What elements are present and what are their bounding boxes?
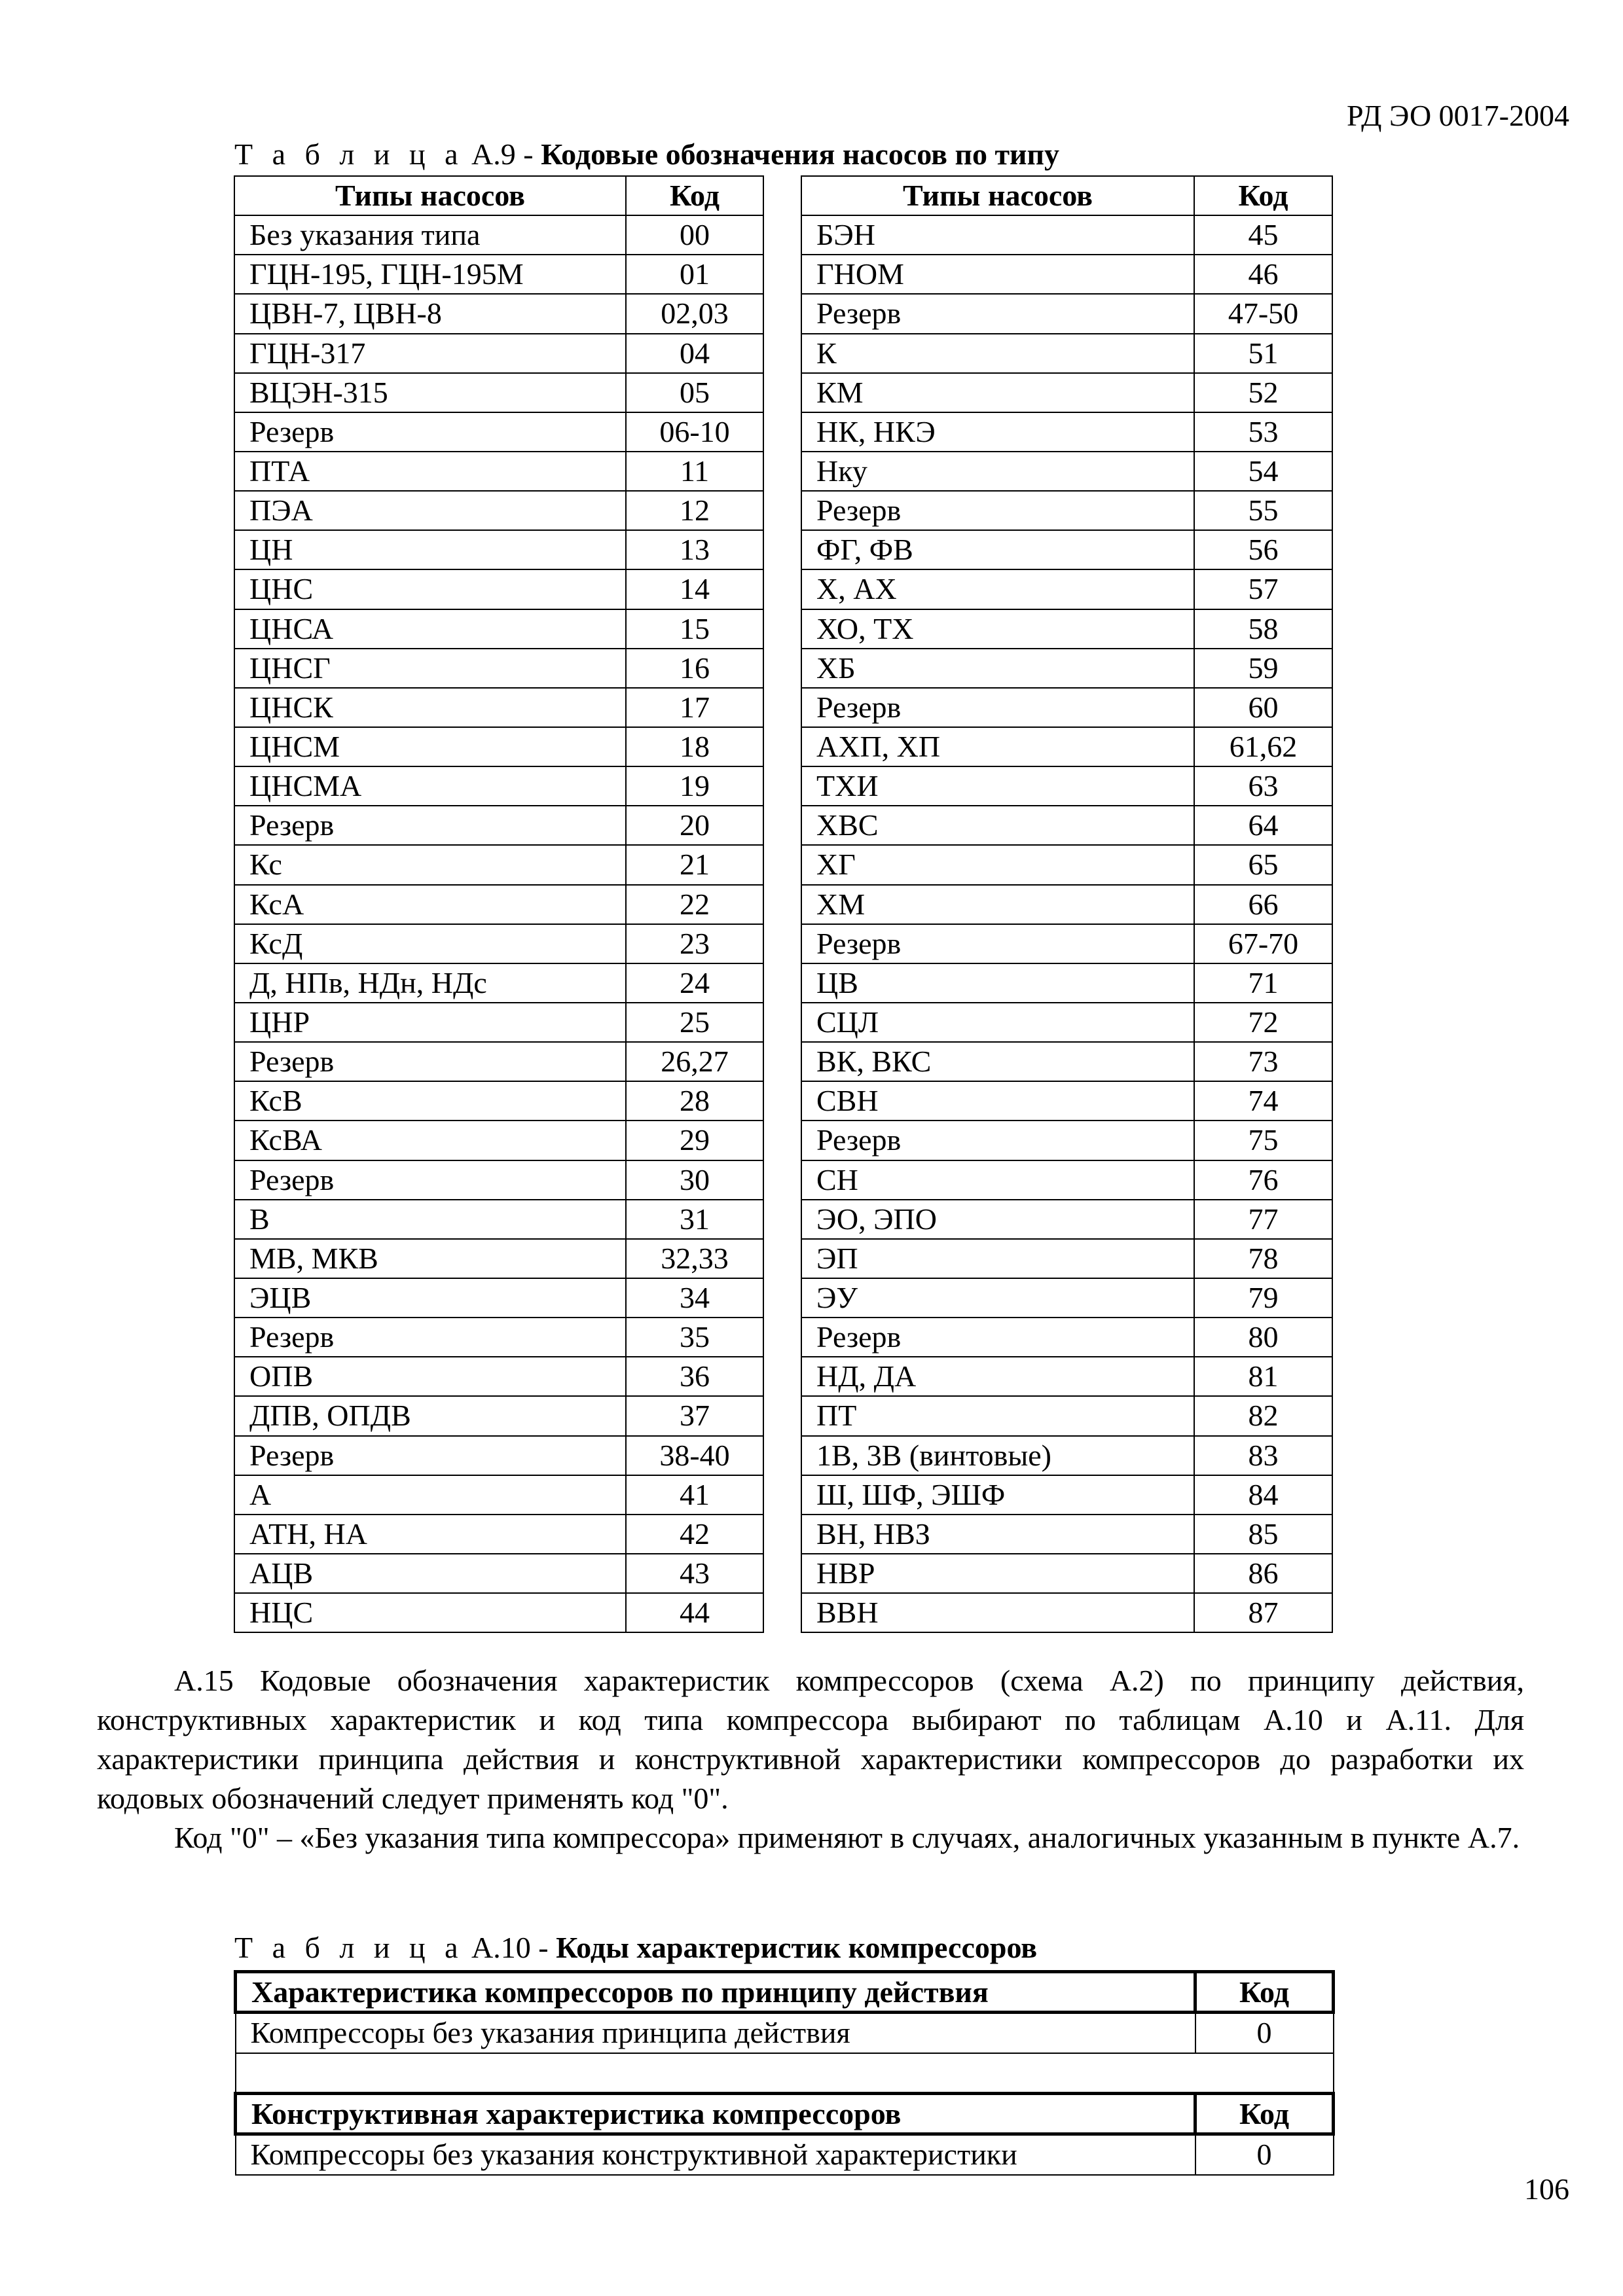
pump-code-right: 76 — [1194, 1160, 1332, 1200]
column-gap — [763, 491, 801, 530]
pump-type-right: ПТ — [801, 1396, 1194, 1435]
pump-code-left: 24 — [626, 963, 763, 1003]
pump-code-right: 64 — [1194, 806, 1332, 845]
pump-code-left: 13 — [626, 530, 763, 569]
column-gap — [763, 1278, 801, 1318]
pump-type-left: Резерв — [234, 1318, 626, 1357]
table-row — [234, 1436, 1332, 1475]
table-row — [234, 1475, 1332, 1515]
table10-caption — [234, 1929, 1037, 1966]
column-gap — [763, 334, 801, 373]
table-row — [234, 766, 1332, 806]
pump-type-right: Резерв — [801, 688, 1194, 727]
pump-code-right: 74 — [1194, 1081, 1332, 1121]
pump-type-right: ТХИ — [801, 766, 1194, 806]
table-row — [234, 530, 1332, 569]
pump-code-right: 47-50 — [1194, 294, 1332, 333]
pump-type-left: Без указания типа — [234, 215, 626, 255]
header-pump-type-right: Типы насосов — [801, 176, 1194, 215]
pump-code-left: 12 — [626, 491, 763, 530]
pump-type-left: ГЦН-195, ГЦН-195М — [234, 255, 626, 294]
compressor-codes-table — [234, 1970, 1335, 2176]
row-construction-name: Компрессоры без указания конструктивной характеристики — [236, 2134, 1195, 2175]
pump-code-right: 52 — [1194, 373, 1332, 412]
pump-code-left: 28 — [626, 1081, 763, 1121]
table9-caption-number: А.9 - — [471, 137, 534, 171]
column-gap — [763, 727, 801, 766]
pump-type-right: СЦЛ — [801, 1003, 1194, 1042]
pump-type-right: Ш, ШФ, ЭШФ — [801, 1475, 1194, 1515]
section-a15-text — [97, 1661, 1524, 1857]
pump-code-left: 20 — [626, 806, 763, 845]
pump-code-right: 84 — [1194, 1475, 1332, 1515]
pump-code-left: 14 — [626, 569, 763, 609]
column-gap — [763, 452, 801, 491]
table-row — [234, 255, 1332, 294]
pump-code-right: 73 — [1194, 1042, 1332, 1081]
pump-type-left: А — [234, 1475, 626, 1515]
row-principle-code: 0 — [1195, 2013, 1334, 2053]
pump-code-left: 29 — [626, 1121, 763, 1160]
pump-code-right: 57 — [1194, 569, 1332, 609]
table-row — [234, 1042, 1332, 1081]
pump-type-left: ЭЦВ — [234, 1278, 626, 1318]
pump-code-left: 16 — [626, 649, 763, 688]
pump-type-left: НЦС — [234, 1593, 626, 1632]
table-row — [234, 1003, 1332, 1042]
pump-code-left: 30 — [626, 1160, 763, 1200]
column-gap — [763, 688, 801, 727]
pump-type-left: ЦВН-7, ЦВН-8 — [234, 294, 626, 333]
pump-type-right: НД, ДА — [801, 1357, 1194, 1396]
table-row — [234, 491, 1332, 530]
column-gap — [763, 1515, 801, 1554]
pump-type-right: НК, НКЭ — [801, 412, 1194, 452]
pump-type-left: ЦНСМА — [234, 766, 626, 806]
pump-type-left: В — [234, 1200, 626, 1239]
table10-caption-number: А.10 - — [471, 1931, 549, 1964]
table-row — [234, 1239, 1332, 1278]
pump-code-left: 04 — [626, 334, 763, 373]
column-gap — [763, 1318, 801, 1357]
pump-type-right: КМ — [801, 373, 1194, 412]
pump-type-left: КсВ — [234, 1081, 626, 1121]
pump-code-left: 41 — [626, 1475, 763, 1515]
pump-type-right: АХП, ХП — [801, 727, 1194, 766]
table-row — [234, 1515, 1332, 1554]
pump-type-left: ЦНСК — [234, 688, 626, 727]
table-row — [234, 885, 1332, 924]
pump-code-right: 56 — [1194, 530, 1332, 569]
pump-code-left: 06-10 — [626, 412, 763, 452]
header-construction-code: Код — [1195, 2094, 1334, 2134]
pump-code-right: 83 — [1194, 1436, 1332, 1475]
column-gap — [763, 1396, 801, 1435]
pump-code-right: 65 — [1194, 845, 1332, 884]
pump-code-right: 85 — [1194, 1515, 1332, 1554]
pump-code-left: 19 — [626, 766, 763, 806]
column-gap — [763, 530, 801, 569]
column-gap — [763, 924, 801, 963]
table-row — [234, 334, 1332, 373]
table-header-row — [234, 176, 1332, 215]
column-gap — [763, 215, 801, 255]
pump-code-right: 61,62 — [1194, 727, 1332, 766]
pump-code-left: 01 — [626, 255, 763, 294]
column-gap — [763, 1239, 801, 1278]
column-gap — [763, 412, 801, 452]
pump-code-left: 26,27 — [626, 1042, 763, 1081]
pump-code-right: 82 — [1194, 1396, 1332, 1435]
pump-code-right: 59 — [1194, 649, 1332, 688]
pump-code-right: 81 — [1194, 1357, 1332, 1396]
pump-type-right: Резерв — [801, 1121, 1194, 1160]
table-row — [234, 1318, 1332, 1357]
header-code-left: Код — [626, 176, 763, 215]
pump-type-left: ЦНР — [234, 1003, 626, 1042]
header-principle: Характеристика компрессоров по принципу действия — [236, 1972, 1195, 2013]
pump-code-right: 54 — [1194, 452, 1332, 491]
table-row — [234, 963, 1332, 1003]
pump-type-left: ПЭА — [234, 491, 626, 530]
pump-code-left: 34 — [626, 1278, 763, 1318]
column-gap — [763, 1475, 801, 1515]
pump-type-right: ХМ — [801, 885, 1194, 924]
pump-type-left: ЦНСГ — [234, 649, 626, 688]
table-row — [234, 452, 1332, 491]
pump-type-right: Резерв — [801, 491, 1194, 530]
pump-type-right: ВК, ВКС — [801, 1042, 1194, 1081]
pump-code-left: 18 — [626, 727, 763, 766]
table-row — [234, 1160, 1332, 1200]
pump-code-right: 53 — [1194, 412, 1332, 452]
table-row — [234, 924, 1332, 963]
table-row — [234, 569, 1332, 609]
table-row — [234, 1081, 1332, 1121]
pump-type-right: К — [801, 334, 1194, 373]
row-principle-name: Компрессоры без указания принципа действия — [236, 2013, 1195, 2053]
empty-separator-row — [236, 2053, 1334, 2094]
pump-code-left: 31 — [626, 1200, 763, 1239]
pump-code-right: 79 — [1194, 1278, 1332, 1318]
pump-type-right: ВН, НВЗ — [801, 1515, 1194, 1554]
table-row — [234, 1554, 1332, 1593]
pump-type-left: Резерв — [234, 412, 626, 452]
pump-type-left: Д, НПв, НДн, НДс — [234, 963, 626, 1003]
pump-code-left: 17 — [626, 688, 763, 727]
table-row — [234, 1200, 1332, 1239]
table-row — [236, 2013, 1334, 2053]
table-row — [234, 373, 1332, 412]
pump-code-right: 72 — [1194, 1003, 1332, 1042]
table-row — [234, 215, 1332, 255]
pump-type-left: ПТА — [234, 452, 626, 491]
pump-type-right: БЭН — [801, 215, 1194, 255]
pump-code-left: 32,33 — [626, 1239, 763, 1278]
pump-code-right: 63 — [1194, 766, 1332, 806]
pump-type-right: Резерв — [801, 294, 1194, 333]
table-header-row — [236, 1972, 1334, 2013]
pump-code-right: 77 — [1194, 1200, 1332, 1239]
table10-caption-title: Коды характеристик компрессоров — [556, 1931, 1038, 1964]
pump-type-left: Резерв — [234, 1042, 626, 1081]
pump-code-left: 43 — [626, 1554, 763, 1593]
pump-type-left: ВЦЭН-315 — [234, 373, 626, 412]
table-row — [234, 1396, 1332, 1435]
table10-caption-label: Т а б л и ц а — [234, 1931, 464, 1964]
pump-type-left: АТН, НА — [234, 1515, 626, 1554]
column-gap — [763, 1003, 801, 1042]
column-gap — [763, 1121, 801, 1160]
pump-type-left: ЦНСА — [234, 609, 626, 649]
column-gap — [763, 1593, 801, 1632]
pump-type-left: КсА — [234, 885, 626, 924]
pump-type-right: Резерв — [801, 1318, 1194, 1357]
pump-code-left: 25 — [626, 1003, 763, 1042]
table9-caption-title: Кодовые обозначения насосов по типу — [541, 137, 1060, 171]
column-gap — [763, 1200, 801, 1239]
table-row — [234, 1121, 1332, 1160]
table-row — [234, 649, 1332, 688]
table-row — [234, 412, 1332, 452]
pump-code-left: 37 — [626, 1396, 763, 1435]
pump-code-left: 44 — [626, 1593, 763, 1632]
pump-type-right: ХГ — [801, 845, 1194, 884]
pump-type-left: ЦН — [234, 530, 626, 569]
table-row — [234, 845, 1332, 884]
pump-type-right: ФГ, ФВ — [801, 530, 1194, 569]
table9-caption-label: Т а б л и ц а — [234, 137, 464, 171]
table-header-row — [236, 2094, 1334, 2134]
column-gap — [763, 885, 801, 924]
pump-type-left: Резерв — [234, 806, 626, 845]
pump-code-left: 38-40 — [626, 1436, 763, 1475]
table-row — [234, 806, 1332, 845]
pump-type-left: ЦНСМ — [234, 727, 626, 766]
table-row — [236, 2134, 1334, 2175]
row-construction-code: 0 — [1195, 2134, 1334, 2175]
column-gap — [763, 1436, 801, 1475]
column-gap — [763, 609, 801, 649]
pump-code-left: 35 — [626, 1318, 763, 1357]
pump-code-left: 05 — [626, 373, 763, 412]
pump-codes-table — [234, 175, 1333, 1633]
pump-code-right: 87 — [1194, 1593, 1332, 1632]
pump-code-left: 21 — [626, 845, 763, 884]
pump-code-right: 45 — [1194, 215, 1332, 255]
pump-type-right: ЭП — [801, 1239, 1194, 1278]
pump-type-right: ХО, ТХ — [801, 609, 1194, 649]
column-gap — [763, 569, 801, 609]
pump-type-left: КсВА — [234, 1121, 626, 1160]
column-gap — [763, 963, 801, 1003]
pump-type-left: КсД — [234, 924, 626, 963]
header-construction: Конструктивная характеристика компрессоров — [236, 2094, 1195, 2134]
header-code-right: Код — [1194, 176, 1332, 215]
column-gap — [763, 1160, 801, 1200]
pump-code-right: 60 — [1194, 688, 1332, 727]
paragraph-code-zero: Код "0" – «Без указания типа компрессора» применяют в случаях, аналогичных указанным в пункте А.7. — [174, 1821, 1520, 1854]
pump-type-left: ОПВ — [234, 1357, 626, 1396]
pump-type-right: 1В, 3В (винтовые) — [801, 1436, 1194, 1475]
page-number: 106 — [1524, 2172, 1569, 2206]
pump-type-left: АЦВ — [234, 1554, 626, 1593]
column-gap — [763, 1081, 801, 1121]
pump-type-left: ЦНС — [234, 569, 626, 609]
pump-type-right: Резерв — [801, 924, 1194, 963]
pump-type-left: ГЦН-317 — [234, 334, 626, 373]
pump-code-left: 11 — [626, 452, 763, 491]
pump-code-right: 80 — [1194, 1318, 1332, 1357]
header-pump-type-left: Типы насосов — [234, 176, 626, 215]
pump-code-left: 02,03 — [626, 294, 763, 333]
table-row — [234, 688, 1332, 727]
pump-type-right: Х, АХ — [801, 569, 1194, 609]
pump-code-left: 15 — [626, 609, 763, 649]
pump-code-left: 22 — [626, 885, 763, 924]
column-gap — [763, 294, 801, 333]
pump-code-right: 67-70 — [1194, 924, 1332, 963]
pump-code-right: 46 — [1194, 255, 1332, 294]
pump-type-right: ГНОМ — [801, 255, 1194, 294]
pump-type-left: Резерв — [234, 1436, 626, 1475]
column-gap — [763, 1042, 801, 1081]
document-code: РД ЭО 0017-2004 — [1347, 99, 1569, 132]
pump-code-left: 23 — [626, 924, 763, 963]
pump-code-left: 36 — [626, 1357, 763, 1396]
header-principle-code: Код — [1195, 1972, 1334, 2013]
table-row — [234, 1278, 1332, 1318]
pump-code-right: 51 — [1194, 334, 1332, 373]
pump-code-right: 66 — [1194, 885, 1332, 924]
table9-caption — [234, 136, 1059, 173]
pump-type-right: СН — [801, 1160, 1194, 1200]
pump-type-right: СВН — [801, 1081, 1194, 1121]
pump-code-right: 55 — [1194, 491, 1332, 530]
column-gap — [763, 1554, 801, 1593]
column-gap — [763, 806, 801, 845]
pump-code-right: 58 — [1194, 609, 1332, 649]
table-row-empty — [236, 2053, 1334, 2094]
pump-code-right: 78 — [1194, 1239, 1332, 1278]
pump-type-right: ВВН — [801, 1593, 1194, 1632]
table-row — [234, 1593, 1332, 1632]
pump-type-left: Резерв — [234, 1160, 626, 1200]
column-gap — [763, 176, 801, 215]
column-gap — [763, 373, 801, 412]
pump-type-right: Нку — [801, 452, 1194, 491]
column-gap — [763, 255, 801, 294]
pump-type-left: МВ, МКВ — [234, 1239, 626, 1278]
column-gap — [763, 1357, 801, 1396]
pump-code-left: 00 — [626, 215, 763, 255]
pump-code-right: 75 — [1194, 1121, 1332, 1160]
table-row — [234, 294, 1332, 333]
pump-code-left: 42 — [626, 1515, 763, 1554]
pump-code-right: 86 — [1194, 1554, 1332, 1593]
column-gap — [763, 845, 801, 884]
column-gap — [763, 766, 801, 806]
pump-type-right: ЭУ — [801, 1278, 1194, 1318]
pump-code-right: 71 — [1194, 963, 1332, 1003]
pump-type-right: ХБ — [801, 649, 1194, 688]
pump-type-right: НВР — [801, 1554, 1194, 1593]
pump-type-left: Кс — [234, 845, 626, 884]
pump-type-right: ХВС — [801, 806, 1194, 845]
paragraph-a15: А.15 Кодовые обозначения характеристик компрессоров (схема А.2) по принципу действия, конструктивных характеристик и код типа компрессора выбирают по таблицам А.10 и А.11. Для характеристики принципа действия и конструктивной характеристики компрессоров до разработки их кодовых обозначений следует применять код "0". — [97, 1664, 1524, 1815]
pump-type-left: ДПВ, ОПДВ — [234, 1396, 626, 1435]
table-row — [234, 609, 1332, 649]
pump-type-right: ЭО, ЭПО — [801, 1200, 1194, 1239]
pump-type-right: ЦВ — [801, 963, 1194, 1003]
table-row — [234, 1357, 1332, 1396]
column-gap — [763, 649, 801, 688]
table-row — [234, 727, 1332, 766]
